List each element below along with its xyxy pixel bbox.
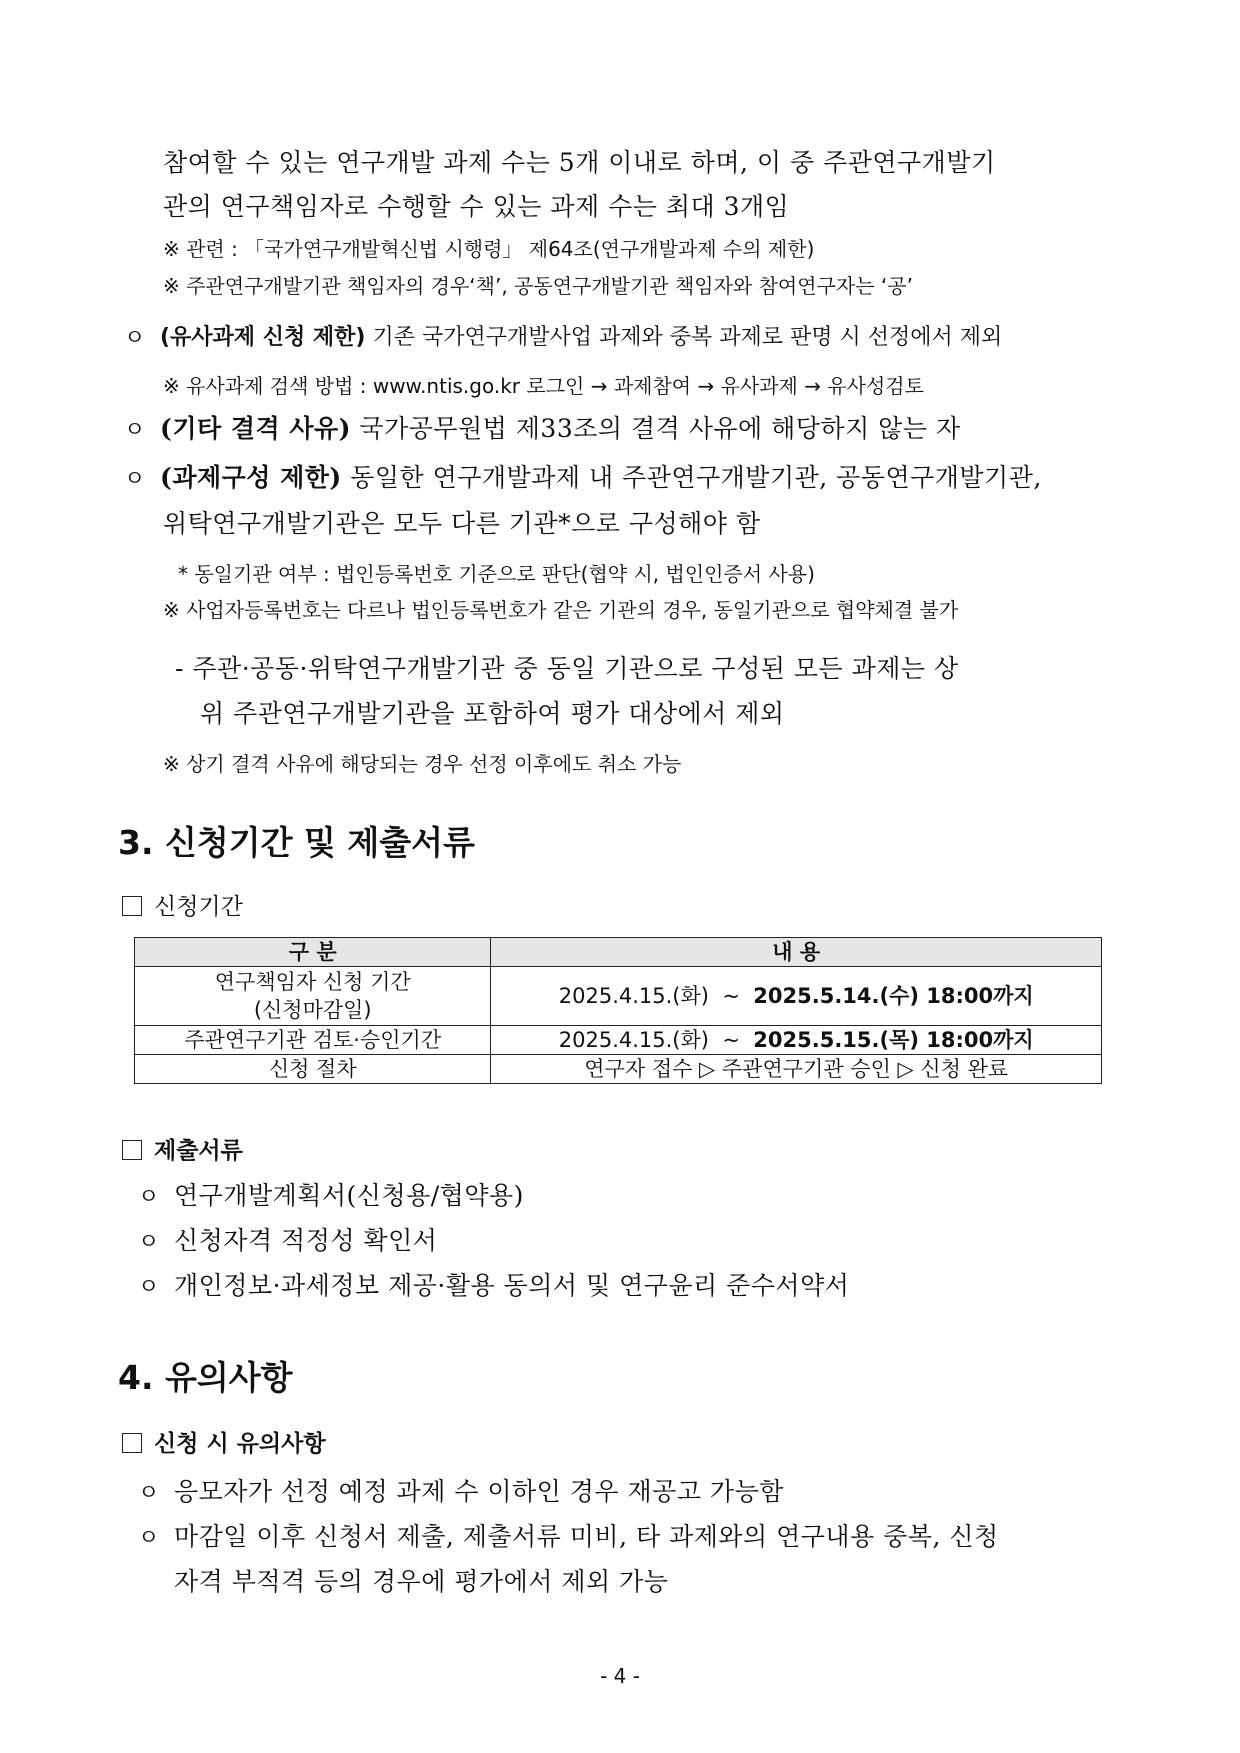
- checkbox-icon: [122, 1433, 142, 1453]
- section-4-title: 4. 유의사항: [118, 1358, 293, 1397]
- bullet-marker: ㅇ: [124, 326, 146, 351]
- compose-dash-1: - 주관·공동·위탁연구개발기관 중 동일 기관으로 구성된 모든 과제는 상: [175, 654, 959, 683]
- intro-note-2: ※ 주관연구개발기관 책임자의 경우‘책’, 공동연구개발기관 책임자와 참여연구자는 ‘공’: [163, 274, 913, 298]
- other-reason-label: (기타 결격 사유): [160, 414, 351, 443]
- table-cell-label: 주관연구기관 검토·승인기간: [135, 1026, 491, 1055]
- notice-heading-label: 신청 시 유의사항: [154, 1431, 326, 1457]
- bullet-marker: ㅇ: [138, 1230, 160, 1255]
- row2-date-end: 2025.5.15.(목) 18:00까지: [753, 1028, 1034, 1052]
- table-header-category: 구 분: [135, 938, 491, 967]
- notice-item-2-line-2: 자격 부적격 등의 경우에 평가에서 제외 가능: [174, 1567, 669, 1596]
- doc-item-3: 개인정보·과세정보 제공·활용 동의서 및 연구윤리 준수서약서: [174, 1271, 850, 1300]
- row2-date-start: 2025.4.15.(화) ~: [558, 1028, 754, 1052]
- doc-item-2: 신청자격 적정성 확인서: [174, 1226, 438, 1255]
- table-row: [135, 1026, 1102, 1055]
- row1-date-end: 2025.5.14.(수) 18:00까지: [753, 984, 1034, 1008]
- intro-line-2: 관의 연구책임자로 수행할 수 있는 과제 수는 최대 3개임: [163, 192, 790, 221]
- table-row: [135, 1055, 1102, 1084]
- doc-item-1: 연구개발계획서(신청용/협약용): [174, 1181, 524, 1210]
- notice-item-2-line-1: 마감일 이후 신청서 제출, 제출서류 미비, 타 과제와의 연구내용 중복, 신청: [174, 1522, 999, 1551]
- intro-line-1: 참여할 수 있는 연구개발 과제 수는 5개 이내로 하며, 이 중 주관연구개발기: [163, 148, 996, 177]
- table-cell-value: [491, 967, 1102, 1026]
- compose-note-1: * 동일기관 여부 : 법인등록번호 기준으로 판단(협약 시, 법인인증서 사용): [178, 562, 815, 586]
- checkbox-icon: [122, 896, 142, 916]
- cancel-note: ※ 상기 결격 사유에 해당되는 경우 선정 이후에도 취소 가능: [163, 752, 682, 776]
- table-cell-value: 연구자 접수 ▷ 주관연구기관 승인 ▷ 신청 완료: [491, 1055, 1102, 1084]
- compose-line-1: [160, 458, 1042, 494]
- period-heading-label: 신청기간: [154, 894, 243, 920]
- table-cell-label: [135, 967, 491, 1026]
- other-reason-line: [160, 409, 961, 445]
- row1-label-2: (신청마감일): [253, 998, 372, 1022]
- bullet-marker: ㅇ: [124, 418, 146, 443]
- similar-task-line: [160, 320, 1002, 351]
- table-cell-value: [491, 1026, 1102, 1055]
- compose-line-2: 위탁연구개발기관은 모두 다른 기관*으로 구성해야 함: [163, 509, 761, 538]
- bullet-marker: ㅇ: [124, 467, 146, 492]
- docs-heading-label: 제출서류: [154, 1138, 243, 1164]
- table-row: [135, 967, 1102, 1026]
- other-reason-text: 국가공무원법 제33조의 결격 사유에 해당하지 않는 자: [350, 414, 961, 443]
- bullet-marker: ㅇ: [138, 1185, 160, 1210]
- similar-task-label: (유사과제 신청 제한): [160, 325, 366, 350]
- notice-heading: [122, 1425, 326, 1458]
- compose-dash-2: 위 주관연구개발기관을 포함하여 평가 대상에서 제외: [200, 699, 785, 728]
- intro-note-1: ※ 관련 : 「국가연구개발혁신법 시행령」 제64조(연구개발과제 수의 제한): [163, 237, 815, 261]
- section-3-title: 3. 신청기간 및 제출서류: [118, 823, 475, 862]
- bullet-marker: ㅇ: [138, 1526, 160, 1551]
- compose-label: (과제구성 제한): [160, 463, 342, 492]
- bullet-marker: ㅇ: [138, 1275, 160, 1300]
- period-heading: [122, 888, 243, 921]
- compose-text-1: 동일한 연구개발과제 내 주관연구개발기관, 공동연구개발기관,: [341, 463, 1042, 492]
- row1-label-1: 연구책임자 신청 기간: [214, 970, 411, 994]
- checkbox-icon: [122, 1140, 142, 1160]
- notice-item-1: 응모자가 선정 예정 과제 수 이하인 경우 재공고 가능함: [174, 1477, 784, 1506]
- table-cell-label: 신청 절차: [135, 1055, 491, 1084]
- compose-note-2: ※ 사업자등록번호는 다르나 법인등록번호가 같은 기관의 경우, 동일기관으로 협약체결 불가: [163, 598, 959, 622]
- similar-task-text: 기존 국가연구개발사업 과제와 중복 과제로 판명 시 선정에서 제외: [365, 325, 1003, 350]
- bullet-marker: ㅇ: [138, 1481, 160, 1506]
- similar-task-note: ※ 유사과제 검색 방법 : www.ntis.go.kr 로그인 → 과제참여 → 유사과제 → 유사성검토: [163, 374, 924, 398]
- table-header-content: 내 용: [491, 938, 1102, 967]
- table-header-row: [135, 938, 1102, 967]
- period-table: [134, 937, 1102, 1084]
- docs-heading: [122, 1132, 243, 1165]
- row1-date-start: 2025.4.15.(화) ~: [558, 984, 754, 1008]
- page-number: - 4 -: [600, 1664, 640, 1688]
